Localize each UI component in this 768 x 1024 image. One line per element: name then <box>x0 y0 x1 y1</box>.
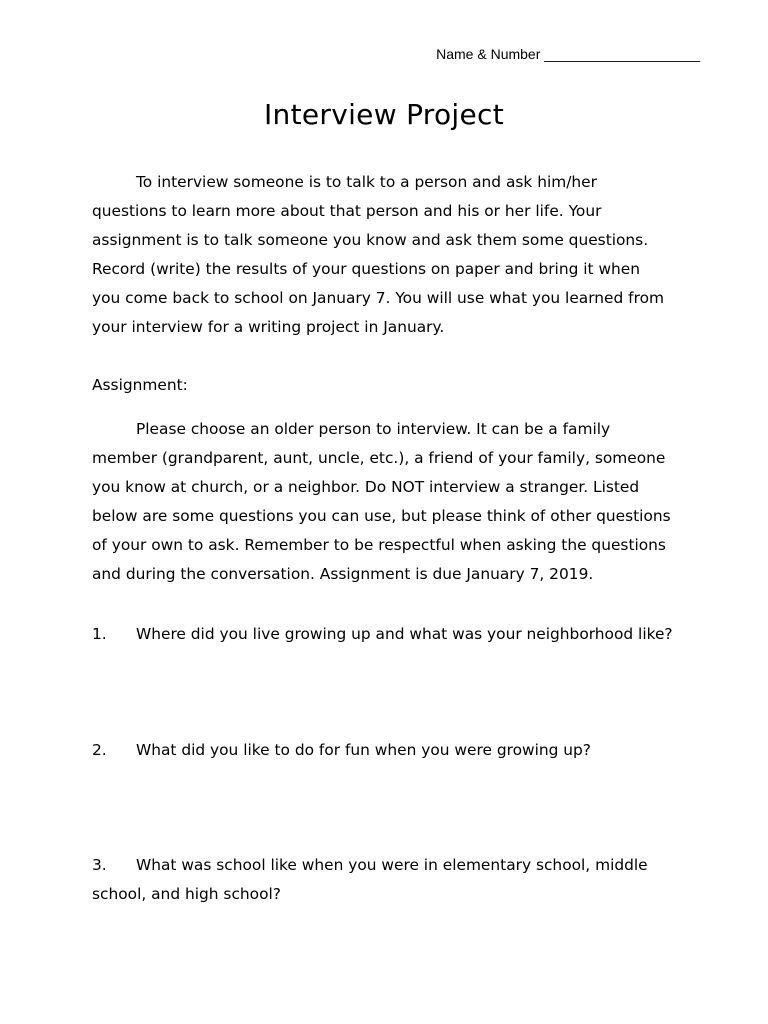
question-text: What was school like when you were in elementary school, middle <box>136 856 648 874</box>
assignment-line: of your own to ask. Remember to be respectful when asking the questions <box>92 536 666 554</box>
assignment-line: you know at church, or a neighbor. Do NOT interview a stranger. Listed <box>92 478 640 496</box>
assignment-heading: Assignment: <box>92 376 188 394</box>
question-item <box>92 620 712 649</box>
question-number: 1. <box>92 625 107 643</box>
intro-line: assignment is to talk someone you know and ask them some questions. <box>92 231 649 249</box>
assignment-line: below are some questions you can use, but please think of other questions <box>92 507 671 525</box>
question-text: What did you like to do for fun when you were growing up? <box>136 741 591 759</box>
question-number: 2. <box>92 741 107 759</box>
name-number-field: Name & Number ____________________ <box>436 46 700 62</box>
assignment-line: and during the conversation. Assignment is due January 7, 2019. <box>92 565 594 583</box>
question-item <box>92 736 712 765</box>
intro-line: Record (write) the results of your questions on paper and bring it when <box>92 260 641 278</box>
intro-line: To interview someone is to talk to a person and ask him/her <box>136 173 597 191</box>
question-item <box>92 851 712 909</box>
intro-line: you come back to school on January 7. You will use what you learned from <box>92 289 664 307</box>
assignment-line: member (grandparent, aunt, uncle, etc.), a friend of your family, someone <box>92 449 666 467</box>
question-text-continued: school, and high school? <box>92 885 281 903</box>
page-title: Interview Project <box>264 98 504 131</box>
assignment-paragraph <box>92 415 704 589</box>
question-number: 3. <box>92 856 107 874</box>
intro-line: questions to learn more about that person and his or her life. Your <box>92 202 602 220</box>
question-text: Where did you live growing up and what was your neighborhood like? <box>136 625 673 643</box>
intro-line: your interview for a writing project in January. <box>92 318 445 336</box>
assignment-line: Please choose an older person to interview. It can be a family <box>136 420 611 438</box>
intro-paragraph <box>92 168 704 342</box>
